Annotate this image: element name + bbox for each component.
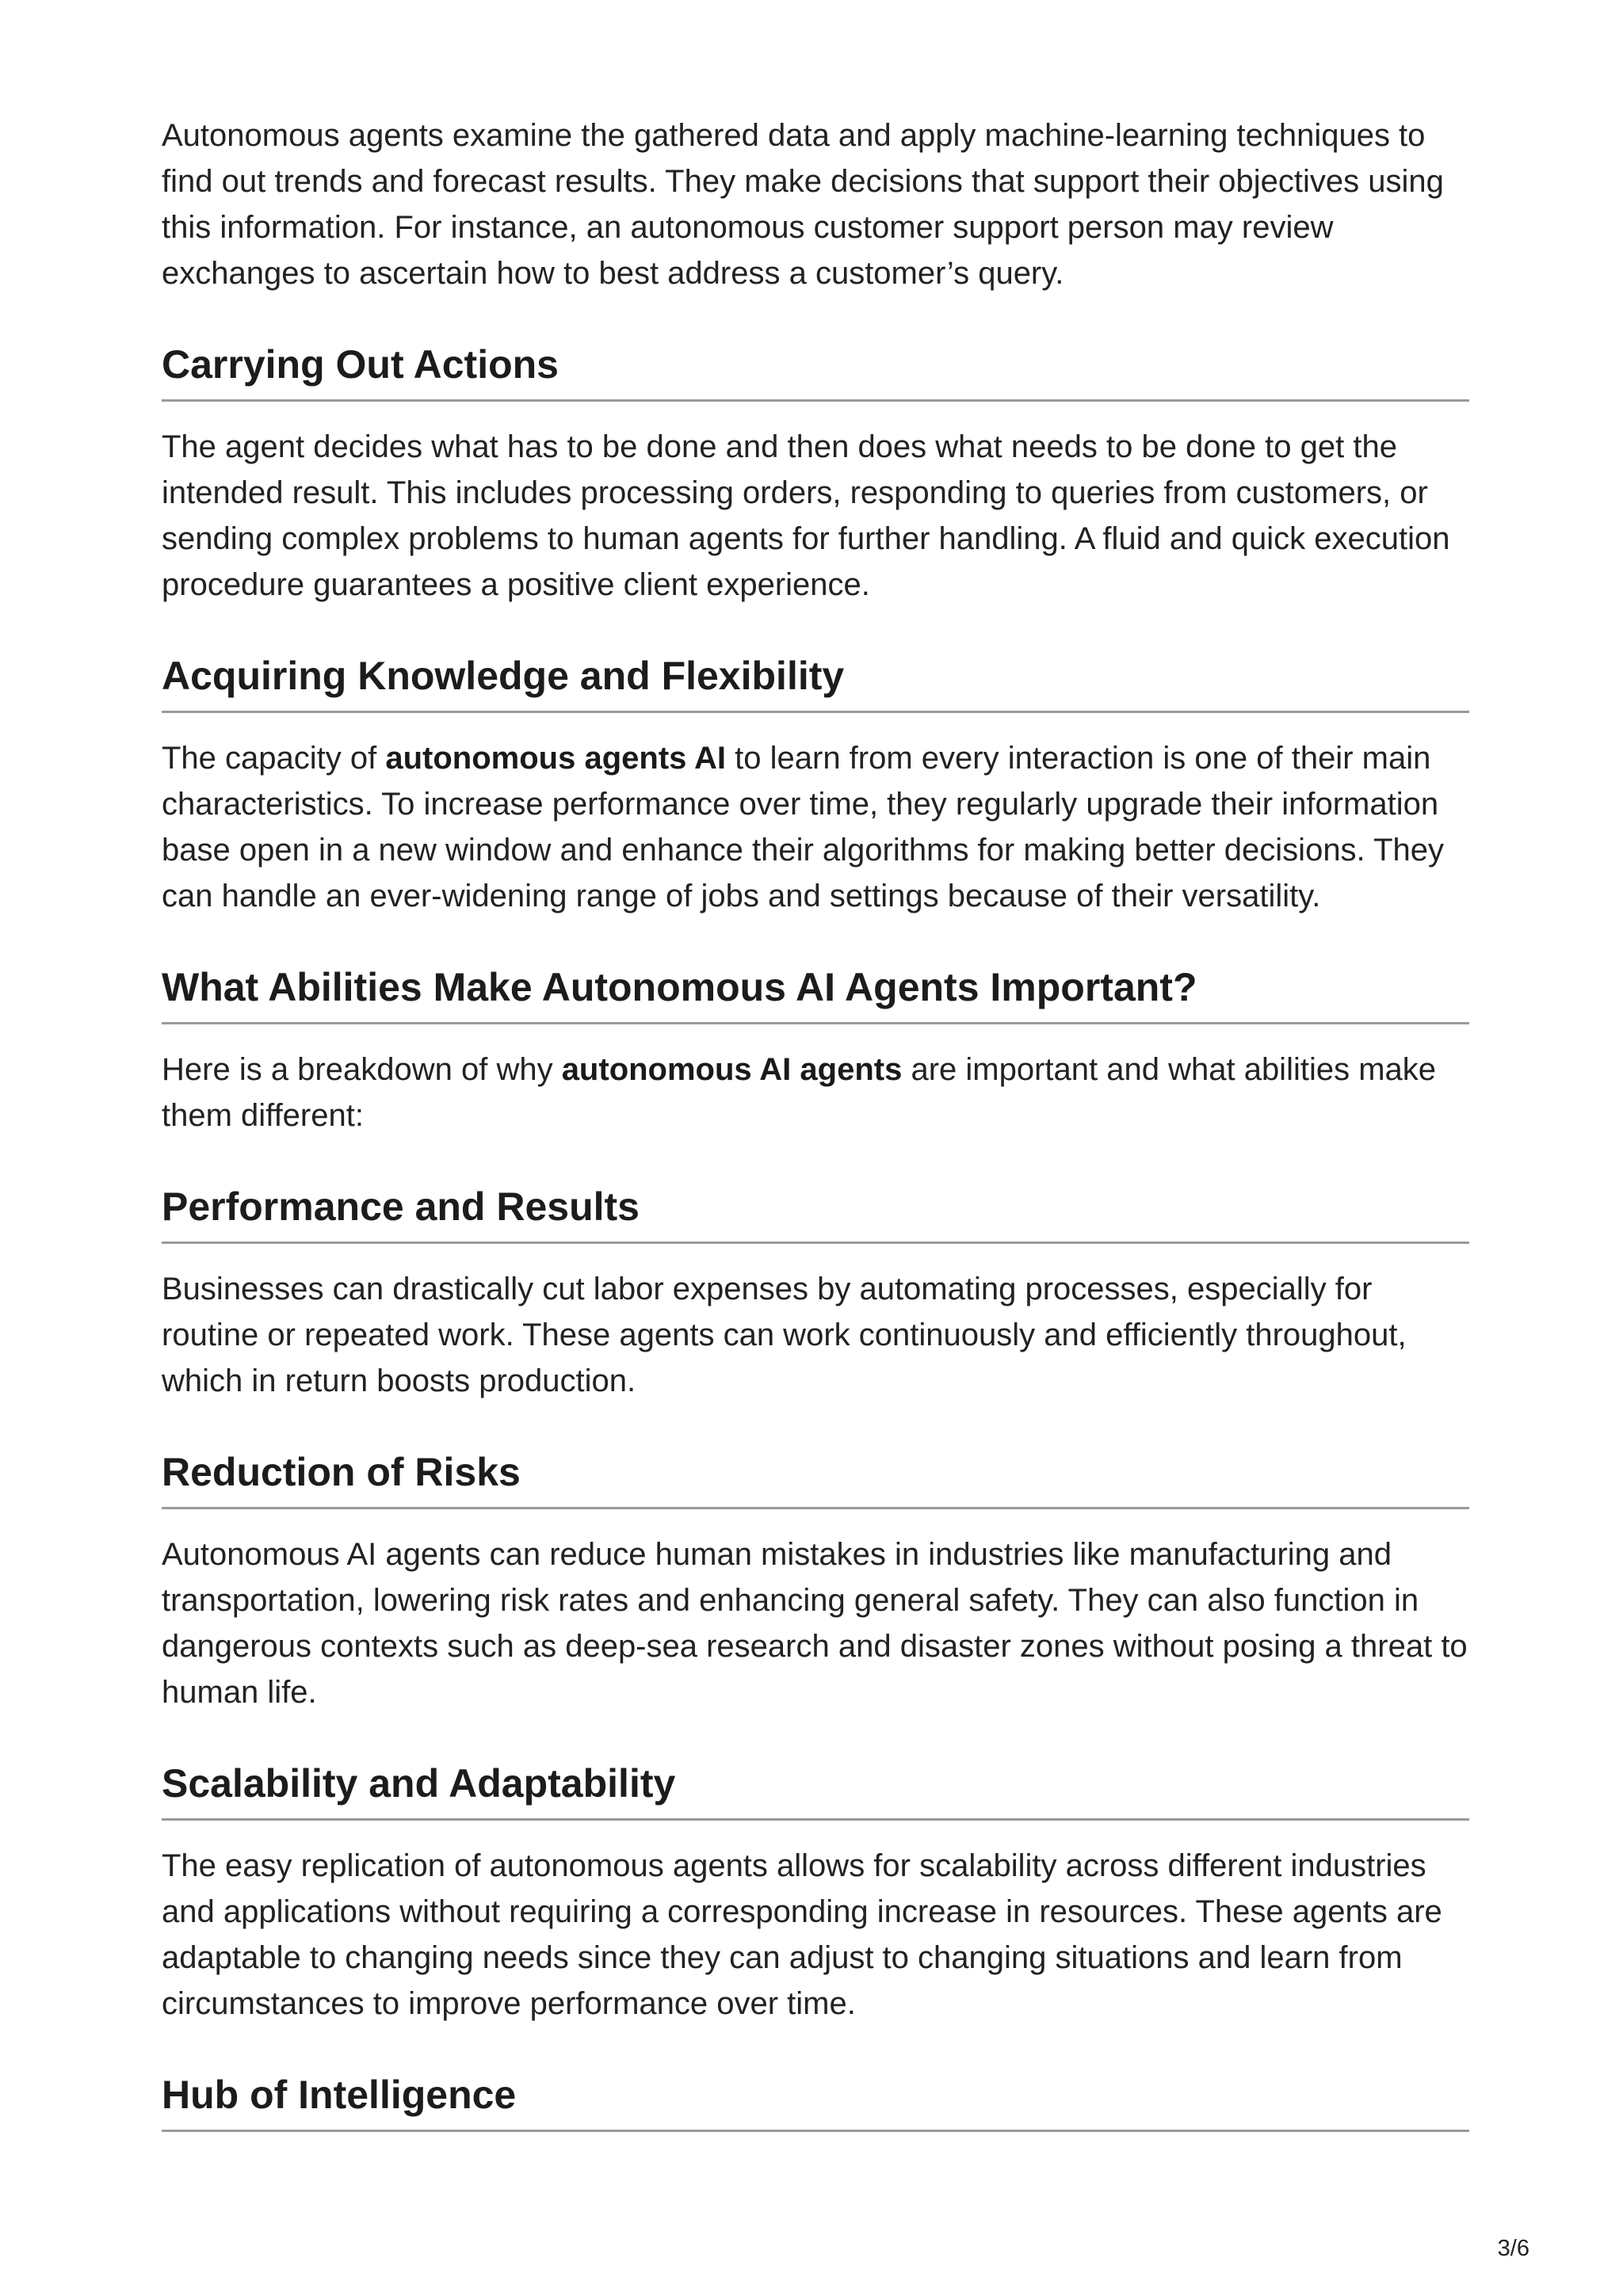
page-number: 3/6 — [1497, 2236, 1529, 2261]
section-heading: Reduction of Risks — [162, 1448, 1469, 1509]
section-paragraph — [162, 1047, 1469, 1138]
document-page — [162, 113, 1469, 2132]
section-paragraph — [162, 735, 1469, 919]
section-heading: Scalability and Adaptability — [162, 1760, 1469, 1821]
section-scalability — [162, 1760, 1469, 2027]
section-paragraph: Businesses can drastically cut labor expenses by automating processes, especially for routine or repeated work. These agents can work continuously and efficiently throughout, which in return boosts production. — [162, 1272, 1407, 1398]
section-paragraph: The easy replication of autonomous agents allows for scalability across different industries and applications without requiring a corresponding increase in resources. These agents are adaptable to changing needs since they can adjust to changing situations and learn from circumstances to improve performance over time. — [162, 1848, 1442, 2021]
section-what-abilities — [162, 963, 1469, 1138]
section-paragraph: Autonomous AI agents can reduce human mistakes in industries like manufacturing and transportation, lowering risk rates and enhancing general safety. They can also function in dangerous contexts such as deep-sea research and disaster zones without posing a threat to human life. — [162, 1537, 1468, 1710]
bold-keyword: autonomous AI agents — [561, 1052, 903, 1087]
section-carrying-out-actions — [162, 341, 1469, 608]
paragraph-text: are important and what abilities make them different: — [162, 1052, 1437, 1133]
intro-paragraph: Autonomous agents examine the gathered data and apply machine-learning techniques to find out trends and forecast results. They make decisions that support their objectives using this information. For instance, an autonomous customer support person may review exchanges to ascertain how to best address a customer’s query. — [162, 118, 1444, 291]
section-heading: Performance and Results — [162, 1183, 1469, 1244]
paragraph-text: Here is a breakdown of why — [162, 1052, 562, 1087]
section-heading: Hub of Intelligence — [162, 2071, 1469, 2132]
section-heading: Carrying Out Actions — [162, 341, 1469, 402]
bold-keyword: autonomous agents AI — [385, 741, 727, 776]
section-hub-of-intelligence — [162, 2071, 1469, 2132]
paragraph-text: The capacity of — [162, 741, 386, 776]
section-acquiring-knowledge — [162, 652, 1469, 919]
section-performance-results — [162, 1183, 1469, 1404]
section-heading: What Abilities Make Autonomous AI Agents Important? — [162, 963, 1469, 1024]
paragraph-text: to learn from every interaction is one of their main characteristics. To increase performance over time, they regularly upgrade their information base open in a new window and enhance their algorithms for making better decisions. They can handle an ever-widening range of jobs and settings because of their versatility. — [162, 741, 1444, 913]
section-paragraph: The agent decides what has to be done and then does what needs to be done to get the intended result. This includes processing orders, responding to queries from customers, or sending complex problems to human agents for further handling. A fluid and quick execution procedure guarantees a positive client experience. — [162, 429, 1450, 602]
section-heading: Acquiring Knowledge and Flexibility — [162, 652, 1469, 713]
section-reduction-of-risks — [162, 1448, 1469, 1715]
